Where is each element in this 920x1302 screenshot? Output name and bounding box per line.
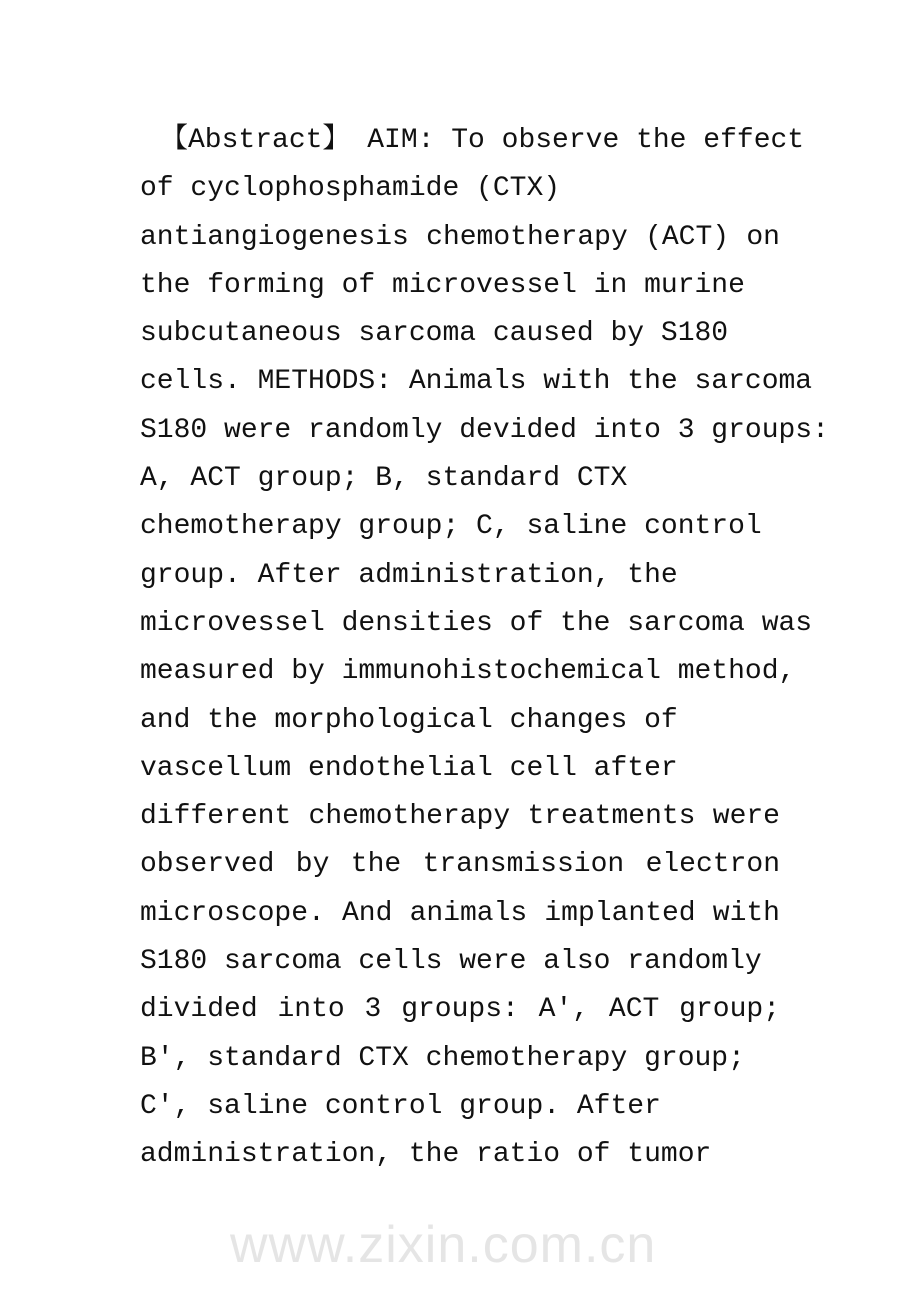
text-line: the forming of microvessel in murine	[140, 269, 745, 301]
text-line: S180 were randomly devided into 3 groups:	[140, 414, 829, 446]
text-line: C′, saline control group. After	[140, 1090, 661, 1122]
abstract-text	[140, 117, 829, 1180]
text-line: microvessel densities of the sarcoma was	[140, 607, 813, 639]
text-line: different chemotherapy treatments were	[140, 801, 780, 833]
text-line: antiangiogenesis chemotherapy (ACT) on	[140, 221, 780, 253]
text-line: A, ACT group; B, standard CTX	[140, 463, 628, 495]
watermark: www.zixin.com.cn	[230, 1216, 657, 1274]
text-line: chemotherapy group; C, saline control	[140, 511, 762, 543]
text-line: group. After administration, the	[140, 559, 678, 591]
text-line: and the morphological changes of	[140, 704, 678, 736]
text-line: measured by immunohistochemical method,	[140, 656, 796, 688]
text-line: S180 sarcoma cells were also randomly	[140, 946, 762, 978]
text-line: administration, the ratio of tumor	[140, 1139, 712, 1171]
text-line: 【Abstract】 AIM: To observe the effect	[160, 125, 805, 156]
text-line: divided into 3 groups: A′, ACT group;	[140, 994, 780, 1026]
text-line: of cyclophosphamide (CTX)	[140, 173, 561, 205]
text-line: cells. METHODS: Animals with the sarcoma	[140, 366, 813, 398]
text-line: observed by the transmission electron	[140, 849, 780, 881]
text-line: subcutaneous sarcoma caused by S180	[140, 318, 729, 350]
text-line: B′, standard CTX chemotherapy group;	[140, 1042, 745, 1074]
text-line: vascellum endothelial cell after	[140, 752, 678, 784]
text-line: microscope. And animals implanted with	[140, 897, 780, 929]
